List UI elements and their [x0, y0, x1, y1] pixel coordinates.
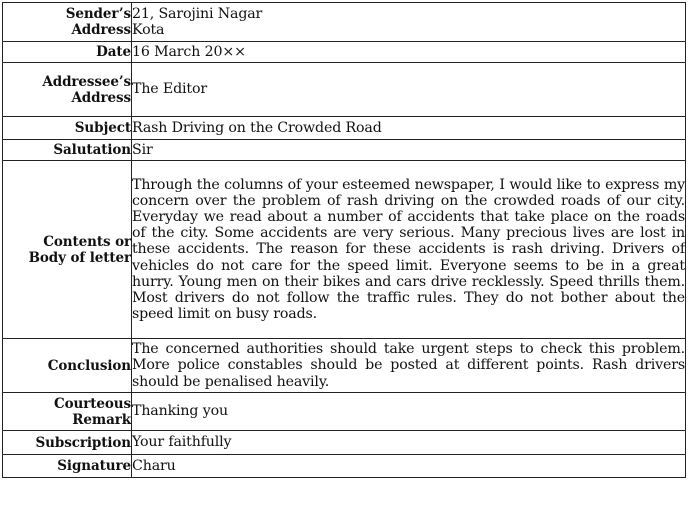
label-line: Addressee’s	[42, 73, 131, 90]
row-date	[3, 42, 686, 63]
row-conclusion	[3, 339, 686, 393]
label-conclusion: Conclusion	[3, 339, 132, 393]
label-courteous-remark	[3, 393, 132, 431]
row-signature	[3, 455, 686, 478]
value-body: Through the columns of your esteemed newspaper, I would like to express my concern over the problem of rash driving on the crowded roads of our city. Everyday we read about a number of accidents that take place on the roads of the city. Some accidents are very serious. Many precious lives are lost in these accidents. The reason for these accidents is rash driving. Drivers of vehicles do not care for the speed limit. Everyone seems to be in a great hurry. Young men on their bikes and cars drive recklessly. Speed thrills them. Most drivers do not follow the traffic rules. They do not bother about the speed limit on busy roads.	[132, 161, 686, 339]
label-line: Address	[71, 89, 131, 106]
label-line: Address	[71, 22, 131, 38]
label-line: Body of letter	[28, 249, 131, 266]
letter-format-table	[2, 2, 686, 478]
value-conclusion: The concerned authorities should take urgent steps to check this problem. More police constables should be posted at different points. Rash drivers should be penalised heavily.	[132, 339, 686, 393]
label-date: Date	[3, 42, 132, 63]
label-subject: Subject	[3, 117, 132, 140]
value-subscription: Your faithfully	[132, 431, 686, 455]
row-addressees-address	[3, 63, 686, 117]
row-subject	[3, 117, 686, 140]
label-line: Remark	[72, 411, 131, 428]
row-salutation	[3, 140, 686, 161]
label-body	[3, 161, 132, 339]
label-line: Sender’s	[65, 6, 131, 22]
label-addressees-address	[3, 63, 132, 117]
label-subscription: Subscription	[3, 431, 132, 455]
value-signature: Charu	[132, 455, 686, 478]
address-line: Kota	[132, 22, 165, 38]
value-senders-address	[132, 3, 686, 42]
value-courteous-remark: Thanking you	[132, 393, 686, 431]
address-line: 21, Sarojini Nagar	[132, 5, 263, 22]
value-subject: Rash Driving on the Crowded Road	[132, 117, 686, 140]
label-line: Contents or	[43, 233, 131, 250]
value-addressees-address: The Editor	[132, 63, 686, 117]
row-body	[3, 161, 686, 339]
value-salutation: Sir	[132, 140, 686, 161]
label-senders-address	[3, 3, 132, 42]
label-line: Courteous	[53, 395, 131, 412]
row-subscription	[3, 431, 686, 455]
row-senders-address	[3, 3, 686, 42]
label-salutation: Salutation	[3, 140, 132, 161]
value-date: 16 March 20××	[132, 42, 686, 63]
label-signature: Signature	[3, 455, 132, 478]
row-courteous-remark	[3, 393, 686, 431]
